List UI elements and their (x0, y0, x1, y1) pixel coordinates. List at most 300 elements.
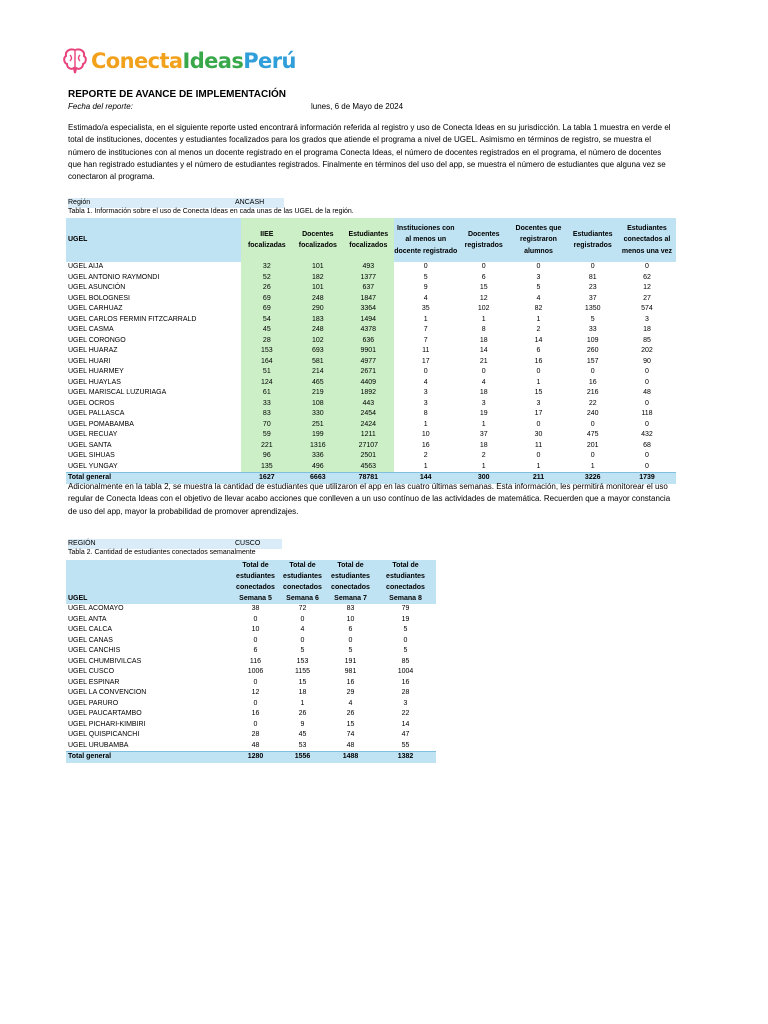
value-cell: 2424 (343, 420, 393, 431)
value-cell: 0 (536, 263, 541, 271)
table1-header: Estudiantes focalizados (343, 218, 393, 262)
value-cell: 0 (253, 699, 258, 707)
value-cell: 70 (241, 420, 293, 431)
value-cell: 11 (534, 441, 543, 449)
table-row (66, 709, 436, 720)
value-cell: 69 (241, 304, 293, 315)
value-cell: 83 (346, 605, 355, 613)
table1-header: Estudiantes registrados (567, 218, 617, 262)
value-cell: 8 (481, 326, 486, 334)
value-cell: 0 (403, 636, 408, 644)
value-cell: 0 (423, 368, 428, 376)
value-cell: 2 (536, 326, 541, 334)
value-cell: 16 (534, 357, 543, 365)
value-cell: 16 (421, 441, 430, 449)
value-cell: 55 (401, 741, 410, 749)
total-value: 78781 (343, 473, 393, 484)
value-cell: 581 (293, 357, 343, 368)
ugel-name-cell: UGEL URUBAMBA (68, 741, 129, 749)
value-cell: 0 (300, 615, 305, 623)
value-cell: 2501 (343, 451, 393, 462)
region-label: REGIÓN (68, 540, 96, 547)
value-cell: 54 (241, 315, 293, 326)
value-cell: 48 (251, 741, 260, 749)
value-cell: 4 (423, 378, 428, 386)
value-cell: 45 (298, 731, 307, 739)
value-cell: 135 (241, 462, 293, 473)
value-cell: 62 (643, 273, 651, 281)
value-cell: 1 (423, 462, 428, 470)
value-cell: 221 (241, 441, 293, 452)
ugel-name-cell: UGEL MARISCAL LUZURIAGA (68, 389, 167, 397)
value-cell: 10 (421, 431, 430, 439)
value-cell: 18 (643, 326, 651, 334)
ugel-name-cell: UGEL YUNGAY (68, 462, 118, 470)
value-cell: 201 (586, 441, 599, 449)
value-cell: 248 (293, 325, 343, 336)
value-cell: 157 (586, 357, 599, 365)
value-cell: 19 (401, 615, 410, 623)
value-cell: 17 (534, 410, 543, 418)
table-row (66, 636, 436, 647)
ugel-name-cell: UGEL SANTA (68, 441, 112, 449)
value-cell: 9901 (343, 346, 393, 357)
value-cell: 17 (421, 357, 430, 365)
value-cell: 5 (348, 647, 353, 655)
value-cell: 5 (590, 315, 595, 323)
value-cell: 12 (251, 689, 260, 697)
value-cell: 4 (536, 294, 541, 302)
table2-header-row (66, 560, 436, 604)
ugel-name-cell: UGEL PICHARI-KIMBIRI (68, 720, 146, 728)
value-cell: 0 (536, 420, 541, 428)
value-cell: 116 (249, 657, 262, 665)
value-cell: 1155 (294, 668, 311, 676)
table-row (66, 388, 676, 399)
table-row (66, 451, 676, 462)
value-cell: 219 (293, 388, 343, 399)
table-row (66, 720, 436, 731)
ugel-name-cell: UGEL ANTA (68, 615, 107, 623)
ugel-name-cell: UGEL QUISPICANCHI (68, 731, 140, 739)
value-cell: 15 (298, 678, 307, 686)
ugel-name-cell: UGEL HUARAZ (68, 347, 118, 355)
value-cell: 216 (586, 389, 599, 397)
value-cell: 1377 (343, 273, 393, 284)
value-cell: 0 (481, 368, 486, 376)
value-cell: 432 (641, 431, 653, 439)
value-cell: 0 (536, 368, 541, 376)
ugel-name-cell: UGEL SIHUAS (68, 452, 115, 460)
table2-header: Total de estudiantes conectados Semana 5 (232, 560, 279, 604)
table-row (66, 409, 676, 420)
value-cell: 4 (481, 378, 486, 386)
value-cell: 15 (479, 284, 488, 292)
date-value: lunes, 6 de Mayo de 2024 (311, 102, 404, 111)
value-cell: 465 (293, 378, 343, 389)
value-cell: 9 (423, 284, 428, 292)
table-row (66, 273, 676, 284)
table2-header: Total de estudiantes conectados Semana 7 (326, 560, 375, 604)
table-row (66, 615, 436, 626)
table-row (66, 730, 436, 741)
value-cell: 27 (643, 294, 651, 302)
value-cell: 981 (344, 668, 357, 676)
value-cell: 1 (536, 315, 541, 323)
value-cell: 1 (300, 699, 305, 707)
value-cell: 0 (590, 368, 595, 376)
value-cell: 4977 (343, 357, 393, 368)
logo-text: ConectaIdeasPerú (91, 49, 296, 73)
value-cell: 23 (588, 284, 597, 292)
value-cell: 53 (298, 741, 307, 749)
table-row (66, 346, 676, 357)
table-row (66, 367, 676, 378)
value-cell: 83 (241, 409, 293, 420)
value-cell: 18 (479, 336, 488, 344)
value-cell: 6 (253, 647, 258, 655)
value-cell: 11 (422, 347, 430, 355)
value-cell: 69 (241, 294, 293, 305)
value-cell: 81 (588, 273, 597, 281)
value-cell: 290 (293, 304, 343, 315)
value-cell: 16 (346, 678, 355, 686)
ugel-name-cell: UGEL PAUCARTAMBO (68, 710, 142, 718)
total-value: 3226 (567, 473, 617, 484)
value-cell: 10 (251, 626, 260, 634)
value-cell: 47 (401, 731, 410, 739)
value-cell: 109 (586, 336, 599, 344)
total-value: 144 (394, 473, 458, 484)
total-value: 211 (510, 473, 568, 484)
value-cell: 101 (293, 283, 343, 294)
value-cell: 153 (296, 657, 309, 665)
value-cell: 33 (241, 399, 293, 410)
ugel-name-cell: UGEL CORONGO (68, 336, 126, 344)
brain-icon (62, 46, 88, 76)
value-cell: 183 (293, 315, 343, 326)
value-cell: 3 (536, 273, 541, 281)
table2-header: Total de estudiantes conectados Semana 8 (375, 560, 436, 604)
table-row (66, 325, 676, 336)
value-cell: 4378 (343, 325, 393, 336)
table1-header: IIEE focalizadas (241, 218, 293, 262)
value-cell: 1 (481, 420, 486, 428)
value-cell: 330 (293, 409, 343, 420)
value-cell: 38 (251, 605, 260, 613)
value-cell: 0 (645, 378, 649, 386)
value-cell: 0 (645, 399, 649, 407)
ugel-name-cell: UGEL CASMA (68, 326, 114, 334)
total-value: 1280 (232, 752, 279, 763)
value-cell: 85 (401, 657, 410, 665)
table-row (66, 441, 676, 452)
ugel-name-cell: UGEL OCROS (68, 399, 115, 407)
table2-header: UGEL (66, 560, 232, 604)
value-cell: 28 (241, 336, 293, 347)
value-cell: 35 (421, 305, 430, 313)
value-cell: 0 (253, 678, 258, 686)
value-cell: 1006 (247, 668, 264, 676)
table-row (66, 667, 436, 678)
ugel-name-cell: UGEL ESPINAR (68, 678, 120, 686)
table-row (66, 336, 676, 347)
table1-header: Estudiantes conectados al menos una vez (618, 218, 676, 262)
value-cell: 61 (241, 388, 293, 399)
value-cell: 6 (536, 347, 541, 355)
value-cell: 102 (477, 305, 490, 313)
ugel-name-cell: UGEL CANAS (68, 636, 113, 644)
value-cell: 164 (241, 357, 293, 368)
value-cell: 0 (253, 636, 258, 644)
value-cell: 16 (401, 678, 410, 686)
value-cell: 19 (479, 410, 488, 418)
total-value: 1556 (279, 752, 326, 763)
value-cell: 14 (534, 336, 543, 344)
value-cell: 3 (481, 399, 486, 407)
value-cell: 493 (343, 262, 393, 273)
value-cell: 15 (534, 389, 543, 397)
value-cell: 12 (643, 284, 651, 292)
value-cell: 85 (643, 336, 651, 344)
value-cell: 1 (536, 378, 541, 386)
value-cell: 199 (293, 430, 343, 441)
value-cell: 48 (346, 741, 355, 749)
ugel-name-cell: UGEL RECUAY (68, 431, 118, 439)
value-cell: 26 (298, 710, 307, 718)
table1-header: Docentes registrados (458, 218, 510, 262)
table1-caption: Tabla 1. Información sobre el uso de Conecta Ideas en cada unas de las UGEL de la región. (68, 208, 354, 215)
value-cell: 26 (241, 283, 293, 294)
ugel-name-cell: UGEL ACOMAYO (68, 605, 124, 613)
report-title: REPORTE DE AVANCE DE IMPLEMENTACIÓN (68, 89, 286, 100)
value-cell: 0 (590, 452, 595, 460)
value-cell: 5 (403, 647, 408, 655)
value-cell: 1892 (343, 388, 393, 399)
value-cell: 29 (346, 689, 355, 697)
value-cell: 90 (643, 357, 651, 365)
table-row (66, 430, 676, 441)
value-cell: 1494 (343, 315, 393, 326)
table1-header-row (66, 218, 676, 262)
ugel-name-cell: UGEL HUAYLAS (68, 378, 121, 386)
table-row (66, 399, 676, 410)
value-cell: 68 (643, 441, 651, 449)
value-cell: 28 (401, 689, 410, 697)
ugel-name-cell: UGEL PARURO (68, 699, 119, 707)
value-cell: 0 (645, 420, 649, 428)
region-bar-2 (68, 539, 282, 549)
value-cell: 4 (300, 626, 305, 634)
value-cell: 0 (536, 452, 541, 460)
total-label: Total general (66, 752, 232, 763)
value-cell: 9 (300, 720, 305, 728)
value-cell: 2671 (343, 367, 393, 378)
value-cell: 33 (588, 326, 597, 334)
ugel-name-cell: UGEL CARHUAZ (68, 305, 123, 313)
ugel-name-cell: UGEL ANTONIO RAYMONDI (68, 273, 160, 281)
value-cell: 1 (423, 420, 428, 428)
value-cell: 102 (293, 336, 343, 347)
value-cell: 82 (534, 305, 543, 313)
table-row (66, 678, 436, 689)
value-cell: 3 (536, 399, 541, 407)
value-cell: 21 (479, 357, 488, 365)
value-cell: 202 (641, 347, 653, 355)
ugel-name-cell: UGEL HUARMEY (68, 368, 124, 376)
value-cell: 12 (479, 294, 488, 302)
value-cell: 5 (300, 647, 305, 655)
value-cell: 18 (298, 689, 307, 697)
value-cell: 2 (481, 452, 486, 460)
value-cell: 28 (251, 731, 260, 739)
table-row (66, 283, 676, 294)
ugel-name-cell: UGEL CHUMBIVILCAS (68, 657, 142, 665)
value-cell: 574 (641, 305, 653, 313)
ugel-name-cell: UGEL AIJA (68, 263, 104, 271)
value-cell: 182 (293, 273, 343, 284)
region-value: ANCASH (235, 199, 265, 206)
value-cell: 0 (300, 636, 305, 644)
region-value: CUSCO (235, 540, 261, 547)
value-cell: 2454 (343, 409, 393, 420)
value-cell: 240 (586, 410, 599, 418)
total-value: 1488 (326, 752, 375, 763)
table1-header: Instituciones con al menos un docente registrado (394, 218, 458, 262)
value-cell: 74 (346, 731, 355, 739)
value-cell: 79 (401, 605, 410, 613)
value-cell: 1350 (584, 305, 601, 313)
value-cell: 1847 (343, 294, 393, 305)
value-cell: 4 (348, 699, 353, 707)
ugel-name-cell: UGEL HUARI (68, 357, 111, 365)
value-cell: 1 (423, 315, 428, 323)
table1-header: Docentes que registraron alumnos (510, 218, 568, 262)
value-cell: 3 (423, 399, 428, 407)
value-cell: 6 (348, 626, 353, 634)
value-cell: 0 (645, 462, 649, 470)
value-cell: 475 (586, 431, 599, 439)
table1-header: Docentes focalizados (293, 218, 343, 262)
value-cell: 6 (481, 273, 486, 281)
value-cell: 260 (586, 347, 599, 355)
value-cell: 0 (645, 452, 649, 460)
value-cell: 251 (293, 420, 343, 431)
value-cell: 1 (590, 462, 595, 470)
ugel-name-cell: UGEL LA CONVENCION (68, 689, 147, 697)
table-row (66, 315, 676, 326)
table-row (66, 294, 676, 305)
table1-header: UGEL (66, 218, 241, 262)
value-cell: 0 (481, 263, 486, 271)
value-cell: 496 (293, 462, 343, 473)
value-cell: 72 (298, 605, 307, 613)
ugel-name-cell: UGEL ASUNCIÓN (68, 284, 126, 292)
value-cell: 0 (423, 263, 428, 271)
value-cell: 14 (401, 720, 410, 728)
table2-caption: Tabla 2. Cantidad de estudiantes conectados semanalmente (68, 549, 256, 556)
value-cell: 32 (241, 262, 293, 273)
intro-paragraph: Estimado/a especialista, en el siguiente reporte usted encontrará información referida al registro y uso de Conecta Ideas en su jurisdicción. La tabla 1 muestra en verde el total de instituciones, docentes y estudiantes focalizados para los grados que atiende el programa a nivel de UGEL. Asimismo en términos de registro, se muestra el número de instituciones con al menos un docente registrado en el programa Conecta Ideas, el número de docentes registrados en el programa, el número de docentes que han registrado estudiantes y el número de estudiantes registrados. Finalmente en términos del uso del app, se muestra el número de estudiantes que alguna vez se conectaron al programa. (68, 123, 671, 182)
value-cell: 59 (241, 430, 293, 441)
value-cell: 1316 (293, 441, 343, 452)
value-cell: 5 (536, 284, 541, 292)
value-cell: 0 (253, 720, 258, 728)
value-cell: 0 (645, 263, 649, 271)
total-value: 300 (458, 473, 510, 484)
value-cell: 7 (423, 336, 428, 344)
value-cell: 637 (343, 283, 393, 294)
table-row (66, 304, 676, 315)
value-cell: 124 (241, 378, 293, 389)
value-cell: 96 (241, 451, 293, 462)
total-value: 1739 (618, 473, 676, 484)
logo (62, 44, 296, 78)
value-cell: 22 (401, 710, 410, 718)
value-cell: 16 (588, 378, 597, 386)
value-cell: 214 (293, 367, 343, 378)
value-cell: 37 (479, 431, 488, 439)
table-row (66, 688, 436, 699)
value-cell: 16 (251, 710, 260, 718)
value-cell: 3364 (343, 304, 393, 315)
value-cell: 101 (293, 262, 343, 273)
ugel-name-cell: UGEL POMABAMBA (68, 420, 134, 428)
value-cell: 51 (241, 367, 293, 378)
total-value: 6663 (293, 473, 343, 484)
ugel-name-cell: UGEL CALCA (68, 626, 113, 634)
value-cell: 15 (346, 720, 355, 728)
value-cell: 1 (481, 462, 486, 470)
table-row (66, 699, 436, 710)
value-cell: 30 (534, 431, 543, 439)
value-cell: 4409 (343, 378, 393, 389)
value-cell: 5 (423, 273, 428, 281)
value-cell: 636 (343, 336, 393, 347)
value-cell: 48 (643, 389, 651, 397)
value-cell: 0 (348, 636, 353, 644)
value-cell: 8 (423, 410, 428, 418)
value-cell: 443 (343, 399, 393, 410)
total-row (66, 752, 436, 763)
table-row (66, 741, 436, 752)
value-cell: 0 (590, 263, 595, 271)
ugel-name-cell: UGEL PALLASCA (68, 410, 125, 418)
table-row (66, 646, 436, 657)
value-cell: 1004 (397, 668, 414, 676)
value-cell: 1 (481, 315, 486, 323)
value-cell: 52 (241, 273, 293, 284)
value-cell: 14 (479, 347, 488, 355)
table-row (66, 462, 676, 473)
value-cell: 4563 (343, 462, 393, 473)
value-cell: 108 (293, 399, 343, 410)
ugel-name-cell: UGEL CUSCO (68, 668, 115, 676)
value-cell: 153 (241, 346, 293, 357)
region-label: Región (68, 199, 91, 206)
value-cell: 18 (479, 441, 488, 449)
value-cell: 248 (293, 294, 343, 305)
date-label: Fecha del reporte: (68, 102, 133, 111)
value-cell: 1211 (343, 430, 393, 441)
table-row (66, 357, 676, 368)
table-row (66, 625, 436, 636)
ugel-name-cell: UGEL CARLOS FERMIN FITZCARRALD (68, 315, 197, 323)
value-cell: 1 (536, 462, 541, 470)
value-cell: 191 (344, 657, 357, 665)
ugel-name-cell: UGEL CANCHIS (68, 647, 121, 655)
value-cell: 5 (403, 626, 408, 634)
